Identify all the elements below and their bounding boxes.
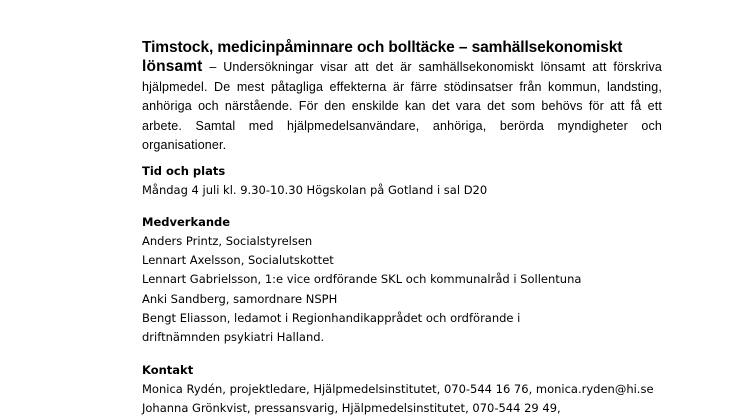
contact-item: Monica Rydén, projektledare, Hjälpmedelsinstitutet, 070-544 16 76, monica.ryden@hi.se bbox=[142, 381, 654, 396]
participant-item: Lennart Axelsson, Socialutskottet bbox=[142, 253, 334, 268]
contact-heading: Kontakt bbox=[142, 362, 194, 377]
time-place-text: Måndag 4 juli kl. 9.30-10.30 Högskolan på Gotland i sal D20 bbox=[142, 182, 488, 197]
participant-item: Lennart Gabrielsson, 1:e vice ordförande SKL och kommunalråd i Sollentuna bbox=[142, 272, 582, 287]
participant-item: Bengt Eliasson, ledamot i Regionhandikapprådet och ordförande i driftnämnden psykiatri Halland. bbox=[142, 310, 521, 345]
time-place-section bbox=[142, 162, 662, 200]
document-page bbox=[142, 38, 662, 418]
contact-item: Johanna Grönkvist, pressansvarig, Hjälpmedelsinstitutet, 070-544 29 49, bbox=[142, 400, 561, 415]
participants-heading: Medverkande bbox=[142, 214, 231, 229]
time-place-heading: Tid och plats bbox=[142, 163, 226, 178]
intro-text: – Undersökningar visar att det är samhällsekonomiskt lönsamt att förskriva hjälpmedel. De mest påtagliga effekterna är färre stödinsatser från kommun, landsting, anhöriga och närstående. För den enskilde kan det vara det som behövs för att få ett arbete. Samtal med hjälpmedelsanvändare, anhöriga, berörda myndigheter och organisationer. bbox=[142, 60, 662, 152]
title-continuation: lönsamt bbox=[142, 58, 203, 75]
participants-section bbox=[142, 213, 662, 348]
intro-paragraph bbox=[142, 57, 662, 156]
participant-item: Anders Printz, Socialstyrelsen bbox=[142, 233, 313, 248]
participant-item: Anki Sandberg, samordnare NSPH bbox=[142, 291, 338, 306]
contact-section bbox=[142, 361, 662, 419]
document-title: Timstock, medicinpåminnare och bolltäcke – samhällsekonomiskt bbox=[142, 39, 623, 56]
